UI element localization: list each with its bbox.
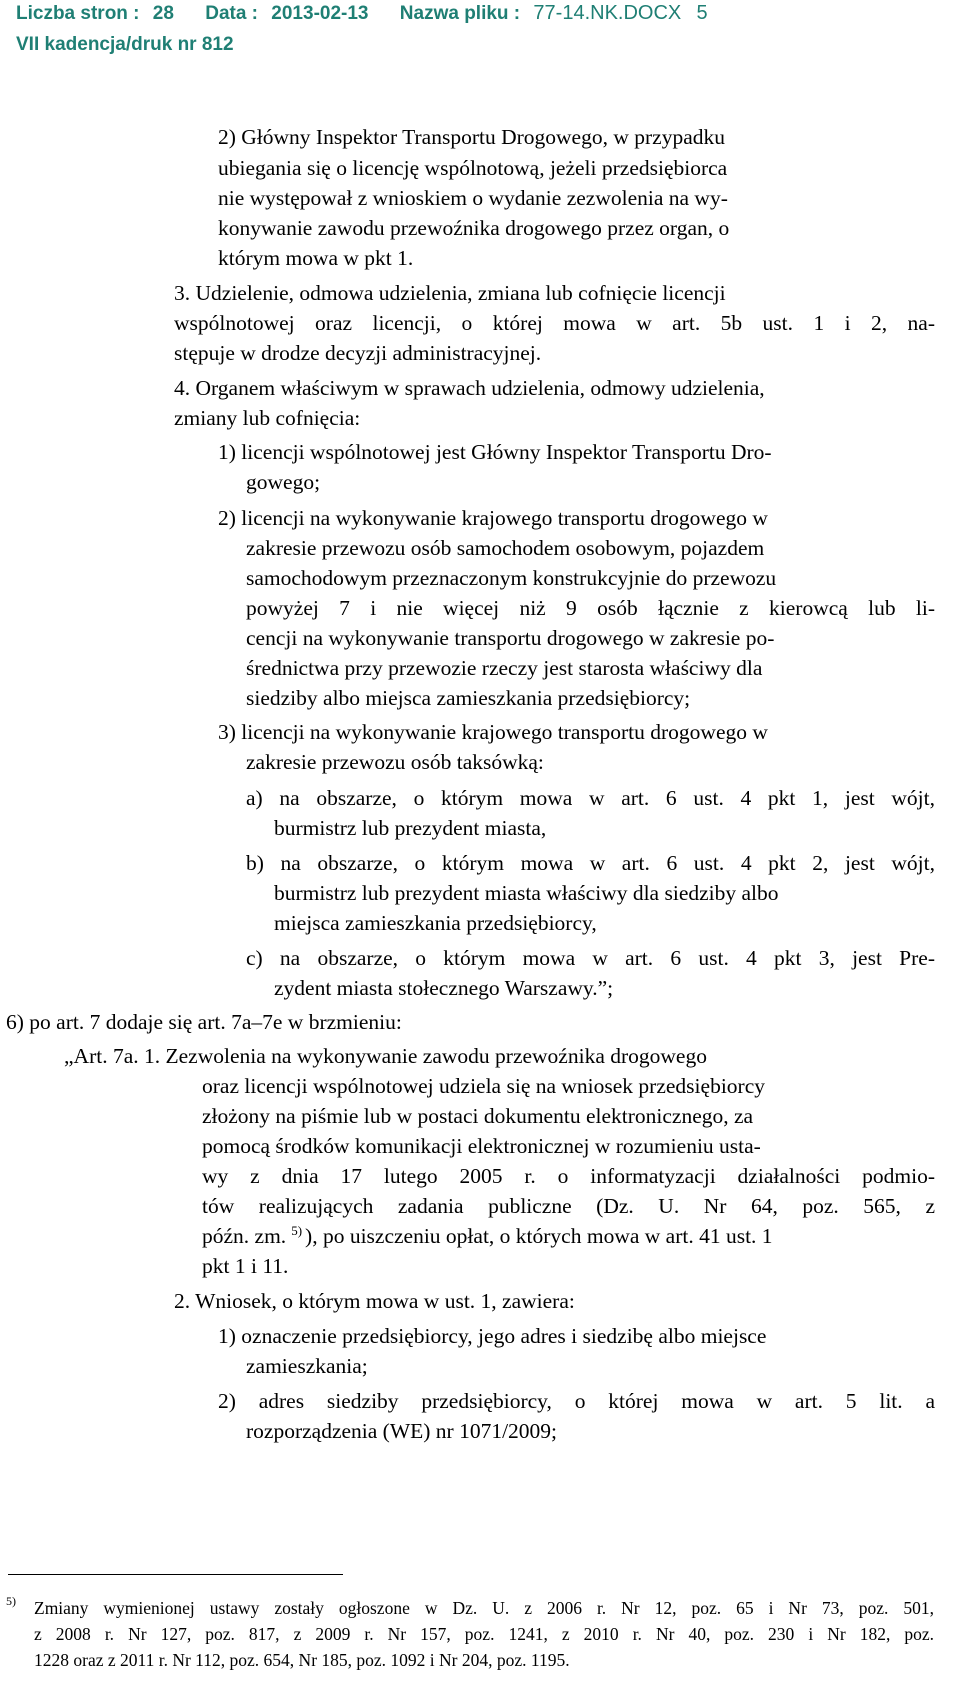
sub-item-line: a) na obszarze, o którym mowa w art. 6 ust. 4 pkt 1, jest wójt, (246, 786, 935, 810)
date-value: 2013-02-13 (271, 3, 369, 24)
sub-item-line: b) na obszarze, o którym mowa w art. 6 ust. 4 pkt 2, jest wójt, (246, 851, 935, 875)
footnote-marker: 5) (6, 1594, 16, 1608)
sub-item-line: zydent miasta stołecznego Warszawy.”; (274, 976, 614, 1000)
page-number: 5 (696, 2, 708, 24)
list-item-line: średnictwa przy przewozie rzeczy jest starosta właściwy dla (246, 656, 763, 680)
article-text: późn. zm. (202, 1224, 287, 1248)
term-line: VII kadencja/druk nr 812 (16, 34, 234, 55)
paragraph-line: 2. Wniosek, o którym mowa w ust. 1, zawiera: (174, 1289, 575, 1313)
article-text: ), po uiszczeniu opłat, o których mowa w art. 41 ust. 1 (305, 1224, 773, 1248)
footnote-line: 1228 oraz z 2011 r. Nr 112, poz. 654, Nr 185, poz. 1092 i Nr 204, poz. 1195. (34, 1650, 570, 1670)
sub-item-line: miejsca zamieszkania przedsiębiorcy, (274, 911, 597, 935)
list-item-line: zamieszkania; (246, 1354, 368, 1378)
article-line: wy z dnia 17 lutego 2005 r. o informatyzacji działalności podmio- (202, 1164, 935, 1188)
list-item-line: 2) adres siedziby przedsiębiorcy, o której mowa w art. 5 lit. a (218, 1389, 935, 1413)
pages-label: Liczba stron : (16, 3, 140, 24)
footnote-line: Zmiany wymienionej ustawy zostały ogłoszone w Dz. U. z 2006 r. Nr 12, poz. 65 i Nr 73, poz. 501, (34, 1598, 934, 1618)
list-item-line: cencji na wykonywanie transportu drogowego w zakresie po- (246, 626, 775, 650)
file-value: 77-14.NK.DOCX (533, 2, 682, 24)
date-label: Data : (205, 3, 259, 24)
sub-item-line: burmistrz lub prezydent miasta właściwy dla siedziby albo (274, 881, 779, 905)
paragraph-line: zmiany lub cofnięcia: (174, 406, 361, 430)
list-item-line: 1) oznaczenie przedsiębiorcy, jego adres i siedzibę albo miejsce (218, 1324, 767, 1348)
sub-item-line: c) na obszarze, o którym mowa w art. 6 ust. 4 pkt 3, jest Pre- (246, 946, 935, 970)
article-line: pkt 1 i 11. (202, 1254, 289, 1278)
sub-item-line: burmistrz lub prezydent miasta, (274, 816, 547, 840)
article-line: oraz licencji wspólnotowej udziela się na wniosek przedsiębiorcy (202, 1074, 765, 1098)
paragraph-line: nie występował z wnioskiem o wydanie zezwolenia na wy- (218, 186, 728, 210)
paragraph-line: 6) po art. 7 dodaje się art. 7a–7e w brzmieniu: (6, 1010, 402, 1034)
article-line: złożony na piśmie lub w postaci dokumentu elektronicznego, za (202, 1104, 754, 1128)
list-item-line: samochodowym przeznaczonym konstrukcyjnie do przewozu (246, 566, 777, 590)
list-item-line: gowego; (246, 470, 321, 494)
article-line: pomocą środków komunikacji elektronicznej w rozumieniu usta- (202, 1134, 761, 1158)
footnote-reference: 5) (291, 1222, 303, 1238)
list-item-line: rozporządzenia (WE) nr 1071/2009; (246, 1419, 558, 1443)
footnote-separator (8, 1574, 343, 1575)
header-metadata-line (16, 2, 708, 25)
paragraph-line: którym mowa w pkt 1. (218, 246, 414, 270)
article-line: tów realizujących zadania publiczne (Dz. U. Nr 64, poz. 565, z (202, 1194, 935, 1218)
list-item-line: powyżej 7 i nie więcej niż 9 osób łącznie z kierowcą lub li- (246, 596, 935, 620)
paragraph-line: stępuje w drodze decyzji administracyjnej. (174, 341, 542, 365)
list-item-line: 1) licencji wspólnotowej jest Główny Inspektor Transportu Dro- (218, 440, 772, 464)
paragraph-line: konywanie zawodu przewoźnika drogowego przez organ, o (218, 216, 730, 240)
list-item-line: zakresie przewozu osób samochodem osobowym, pojazdem (246, 536, 765, 560)
pages-value: 28 (152, 3, 174, 24)
file-label: Nazwa pliku : (399, 3, 521, 24)
paragraph-line: 2) Główny Inspektor Transportu Drogowego, w przypadku (218, 125, 725, 149)
paragraph-line: 4. Organem właściwym w sprawach udzielenia, odmowy udzielenia, (174, 376, 765, 400)
list-item-line: 2) licencji na wykonywanie krajowego transportu drogowego w (218, 506, 768, 530)
article-line: „Art. 7a. 1. Zezwolenia na wykonywanie zawodu przewoźnika drogowego (64, 1044, 707, 1068)
list-item-line: 3) licencji na wykonywanie krajowego transportu drogowego w (218, 720, 768, 744)
list-item-line: siedziby albo miejsca zamieszkania przedsiębiorcy; (246, 686, 691, 710)
list-item-line: zakresie przewozu osób taksówką: (246, 750, 544, 774)
paragraph-line: 3. Udzielenie, odmowa udzielenia, zmiana lub cofnięcie licencji (174, 281, 726, 305)
paragraph-line: ubiegania się o licencję wspólnotową, jeżeli przedsiębiorca (218, 156, 728, 180)
footnote-line: z 2008 r. Nr 127, poz. 817, z 2009 r. Nr 157, poz. 1241, z 2010 r. Nr 40, poz. 230 i Nr 182, poz. (34, 1624, 934, 1644)
paragraph-line: wspólnotowej oraz licencji, o której mowa w art. 5b ust. 1 i 2, na- (174, 311, 935, 335)
article-line (202, 1220, 773, 1252)
